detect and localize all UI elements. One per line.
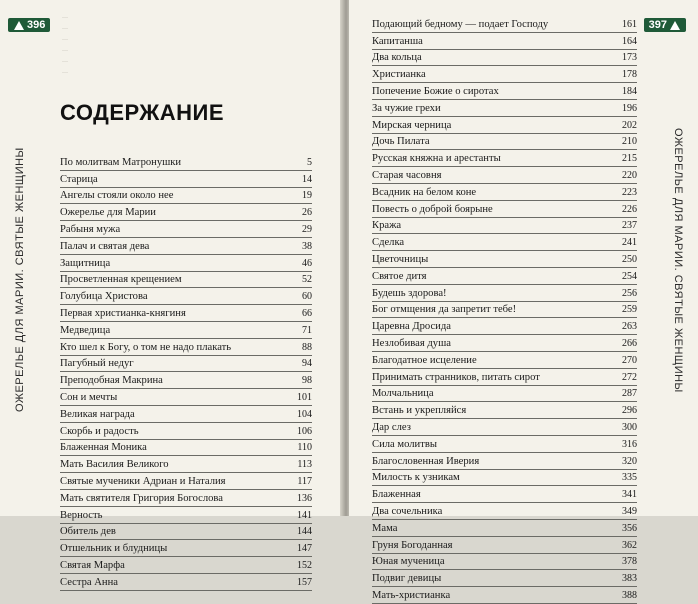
toc-entry [60, 154, 312, 171]
toc-entry-page-number: 383 [622, 573, 637, 585]
toc-entry [60, 524, 312, 541]
toc-entry-page-number: 173 [622, 52, 637, 64]
toc-entry-title: Повесть о доброй боярыне [372, 203, 493, 215]
toc-entry-page-number: 98 [302, 375, 312, 387]
toc-entry [372, 117, 637, 134]
toc-entry [60, 423, 312, 440]
left-page [0, 0, 343, 588]
toc-entry-page-number: 296 [622, 405, 637, 417]
toc-entry-title: Мать святителя Григория Богослова [60, 492, 223, 504]
toc-entry [60, 372, 312, 389]
bleed-line: ... [62, 33, 68, 42]
toc-entry-page-number: 300 [622, 421, 637, 433]
toc-entry [372, 150, 637, 167]
toc-entry-title: Великая награда [60, 408, 135, 420]
toc-entry-page-number: 14 [302, 173, 312, 185]
toc-entry [60, 171, 312, 188]
toc-entry [372, 50, 637, 67]
toc-entry-page-number: 388 [622, 589, 637, 601]
toc-entry-title: Дар слез [372, 421, 411, 433]
toc-entry [60, 356, 312, 373]
toc-entry [60, 305, 312, 322]
toc-entry [60, 574, 312, 591]
toc-entry-title: Голубица Христова [60, 291, 148, 303]
toc-entry-title: Мирская черница [372, 119, 452, 131]
toc-entry-title: Царевна Дросида [372, 321, 451, 333]
toc-entry-title: Молчальница [372, 388, 434, 400]
toc-entry [372, 554, 637, 571]
toc-entry [60, 288, 312, 305]
toc-entry [372, 134, 637, 151]
right-running-title: ОЖЕРЕЛЬЕ ДЛЯ МАРИИ. СВЯТЫЕ ЖЕНЩИНЫ [672, 127, 684, 393]
toc-entry-page-number: 66 [302, 307, 312, 319]
toc-entry [372, 436, 637, 453]
toc-entry-title: Сон и мечты [60, 391, 118, 403]
toc-entry [60, 440, 312, 457]
toc-entry-page-number: 263 [622, 321, 637, 333]
toc-entry-title: Скорбь и радость [60, 425, 139, 437]
toc-entry-title: Старица [60, 173, 98, 185]
toc-entry-page-number: 256 [622, 287, 637, 299]
toc-entry-page-number: 241 [622, 237, 637, 249]
toc-entry-page-number: 136 [297, 492, 312, 504]
toc-entry-page-number: 215 [622, 153, 637, 165]
toc-entry-title: Ожерелье для Марии [60, 207, 156, 219]
toc-entry [372, 520, 637, 537]
triangle-icon [670, 21, 680, 30]
toc-entry-title: Пагубный недуг [60, 358, 134, 370]
toc-entry-title: Старая часовня [372, 169, 442, 181]
toc-entry-page-number: 38 [302, 240, 312, 252]
toc-entry-title: Верность [60, 509, 103, 521]
toc-entry-title: Медведица [60, 324, 111, 336]
toc-entry [60, 221, 312, 238]
toc-entry-page-number: 164 [622, 35, 637, 47]
toc-entry-page-number: 144 [297, 526, 312, 538]
toc-entry-title: Незлобивая душа [372, 337, 451, 349]
contents-heading: СОДЕРЖАНИЕ [60, 100, 225, 125]
toc-entry-page-number: 52 [302, 274, 312, 286]
right-page-number-badge [644, 18, 686, 32]
toc-entry-title: Груня Богоданная [372, 539, 453, 551]
toc-entry [372, 419, 637, 436]
toc-entry-title: Мать-христианка [372, 589, 451, 601]
bleed-line: ... [62, 55, 68, 64]
toc-entry-title: Бог отмщения да запретит тебе! [372, 304, 517, 316]
toc-entry-page-number: 196 [622, 102, 637, 114]
toc-entry-title: Встань и укрепляйся [372, 405, 467, 417]
toc-entry-page-number: 178 [622, 69, 637, 81]
toc-entry [372, 386, 637, 403]
toc-entry-title: Благословенная Иверия [372, 455, 480, 467]
toc-entry-title: Святая Марфа [60, 559, 125, 571]
toc-entry [372, 100, 637, 117]
toc-entry-title: Палач и святая дева [60, 240, 150, 252]
toc-entry [372, 537, 637, 554]
bleed-line: ... [62, 66, 68, 75]
toc-entry [372, 234, 637, 251]
toc-entry-title: Святое дитя [372, 270, 427, 282]
toc-entry-page-number: 106 [297, 425, 312, 437]
toc-entry [60, 238, 312, 255]
bleed-line: ... [62, 22, 68, 31]
toc-entry-page-number: 152 [297, 559, 312, 571]
toc-entry-page-number: 335 [622, 472, 637, 484]
toc-entry-page-number: 26 [302, 207, 312, 219]
toc-entry-title: Юная мученица [372, 556, 445, 568]
toc-entry-title: По молитвам Матронушки [60, 156, 182, 168]
toc-entry-title: Всадник на белом коне [372, 186, 477, 198]
toc-entry-page-number: 223 [622, 186, 637, 198]
toc-entry-page-number: 60 [302, 291, 312, 303]
toc-entry [60, 389, 312, 406]
toc-entry [372, 184, 637, 201]
toc-entry-title: Подвиг девицы [372, 573, 442, 585]
toc-entry-page-number: 29 [302, 223, 312, 235]
toc-entry-page-number: 157 [297, 576, 312, 588]
toc-entry [372, 570, 637, 587]
toc-list-left [60, 154, 312, 591]
toc-entry-page-number: 362 [622, 539, 637, 551]
toc-entry-page-number: 104 [297, 408, 312, 420]
left-running-title: ОЖЕРЕЛЬЕ ДЛЯ МАРИИ. СВЯТЫЕ ЖЕНЩИНЫ [14, 147, 26, 413]
toc-entry [60, 540, 312, 557]
toc-entry-title: Блаженная [372, 489, 421, 501]
toc-entry [372, 201, 637, 218]
toc-entry-title: Сестра Анна [60, 576, 118, 588]
toc-entry [372, 335, 637, 352]
toc-entry-title: Два сочельника [372, 505, 443, 517]
toc-entry-page-number: 349 [622, 505, 637, 517]
left-page-number-badge [8, 18, 50, 32]
bleed-through-text [62, 10, 322, 80]
toc-entry [372, 318, 637, 335]
toc-entry-title: Ангелы стояли около нее [60, 190, 174, 202]
toc-entry [372, 503, 637, 520]
toc-entry-page-number: 237 [622, 220, 637, 232]
toc-list-right [372, 16, 637, 604]
toc-entry-page-number: 226 [622, 203, 637, 215]
toc-entry-title: Дочь Пилата [372, 136, 430, 148]
toc-entry [372, 83, 637, 100]
toc-entry-title: Преподобная Макрина [60, 375, 163, 387]
toc-entry-page-number: 259 [622, 304, 637, 316]
toc-entry-page-number: 266 [622, 337, 637, 349]
toc-entry-page-number: 161 [622, 18, 637, 30]
toc-entry-title: Мама [372, 522, 398, 534]
toc-entry [372, 369, 637, 386]
toc-entry-title: Попечение Божие о сиротах [372, 85, 499, 97]
toc-entry-page-number: 378 [622, 556, 637, 568]
toc-entry [60, 490, 312, 507]
toc-entry-page-number: 202 [622, 119, 637, 131]
toc-entry [372, 486, 637, 503]
left-page-number: 396 [27, 19, 46, 31]
toc-entry [60, 406, 312, 423]
toc-entry [60, 255, 312, 272]
toc-entry-page-number: 356 [622, 522, 637, 534]
toc-entry-page-number: 184 [622, 85, 637, 97]
toc-entry-page-number: 270 [622, 354, 637, 366]
toc-entry-page-number: 316 [622, 438, 637, 450]
toc-entry [60, 507, 312, 524]
toc-entry-page-number: 320 [622, 455, 637, 467]
toc-entry [372, 402, 637, 419]
triangle-icon [14, 21, 24, 30]
toc-entry [60, 557, 312, 574]
toc-entry-title: Кто шел к Богу, о том не надо плакать [60, 341, 232, 353]
toc-entry-title: Благодатное исцеление [372, 354, 477, 366]
toc-entry [60, 322, 312, 339]
toc-entry-title: Подающий бедному — подает Господу [372, 18, 549, 30]
toc-entry [372, 66, 637, 83]
toc-entry [60, 272, 312, 289]
toc-entry [60, 204, 312, 221]
toc-entry-title: Защитница [60, 257, 111, 269]
toc-entry-title: Мать Василия Великого [60, 459, 169, 471]
toc-entry-page-number: 254 [622, 270, 637, 282]
toc-entry-title: Блаженная Моника [60, 442, 147, 454]
toc-entry-page-number: 71 [302, 324, 312, 336]
toc-entry-page-number: 46 [302, 257, 312, 269]
toc-entry-page-number: 287 [622, 388, 637, 400]
toc-entry [372, 167, 637, 184]
toc-entry-title: Сделка [372, 237, 405, 249]
toc-entry-title: Христианка [372, 69, 426, 81]
toc-entry-title: Капитанша [372, 35, 423, 47]
toc-entry-page-number: 147 [297, 543, 312, 555]
toc-entry-title: Отшельник и блудницы [60, 543, 168, 555]
toc-entry-page-number: 5 [307, 156, 312, 168]
toc-entry [60, 188, 312, 205]
toc-entry-title: За чужие грехи [372, 102, 441, 114]
toc-entry [372, 251, 637, 268]
toc-entry [372, 453, 637, 470]
toc-entry-title: Обитель дев [60, 526, 116, 538]
toc-entry [372, 16, 637, 33]
toc-entry-title: Будешь здорова! [372, 287, 447, 299]
toc-entry [372, 302, 637, 319]
toc-entry [372, 268, 637, 285]
toc-entry-title: Принимать странников, питать сирот [372, 371, 540, 383]
toc-entry-page-number: 101 [297, 391, 312, 403]
toc-entry [372, 587, 637, 604]
toc-entry-title: Русская княжна и арестанты [372, 153, 501, 165]
toc-entry-page-number: 210 [622, 136, 637, 148]
toc-entry-title: Первая христианка-княгиня [60, 307, 186, 319]
bleed-line: ... [62, 11, 68, 20]
right-page-number: 397 [648, 19, 667, 31]
toc-entry-title: Милость к узникам [372, 472, 460, 484]
toc-entry [372, 470, 637, 487]
toc-entry-title: Кража [372, 220, 402, 232]
toc-entry-page-number: 341 [622, 489, 637, 501]
toc-entry-page-number: 141 [297, 509, 312, 521]
toc-entry-page-number: 250 [622, 253, 637, 265]
toc-entry-page-number: 94 [302, 358, 312, 370]
toc-entry-title: Цветочницы [372, 253, 429, 265]
toc-entry-page-number: 110 [297, 442, 312, 454]
bleed-line: ... [62, 44, 68, 53]
toc-entry-page-number: 272 [622, 371, 637, 383]
toc-entry-title: Два кольца [372, 52, 422, 64]
toc-entry-page-number: 220 [622, 169, 637, 181]
toc-entry-title: Сила молитвы [372, 438, 437, 450]
toc-entry [372, 352, 637, 369]
toc-entry-page-number: 117 [297, 475, 312, 487]
toc-entry-title: Просветленная крещением [60, 274, 182, 286]
toc-entry [60, 339, 312, 356]
toc-entry-page-number: 113 [297, 459, 312, 471]
toc-entry-title: Рабыня мужа [60, 223, 121, 235]
toc-entry [60, 456, 312, 473]
toc-entry [372, 285, 637, 302]
toc-entry-page-number: 19 [302, 190, 312, 202]
toc-entry-page-number: 88 [302, 341, 312, 353]
toc-entry-title: Святые мученики Адриан и Наталия [60, 475, 226, 487]
toc-entry [60, 473, 312, 490]
toc-entry [372, 218, 637, 235]
toc-entry [372, 33, 637, 50]
